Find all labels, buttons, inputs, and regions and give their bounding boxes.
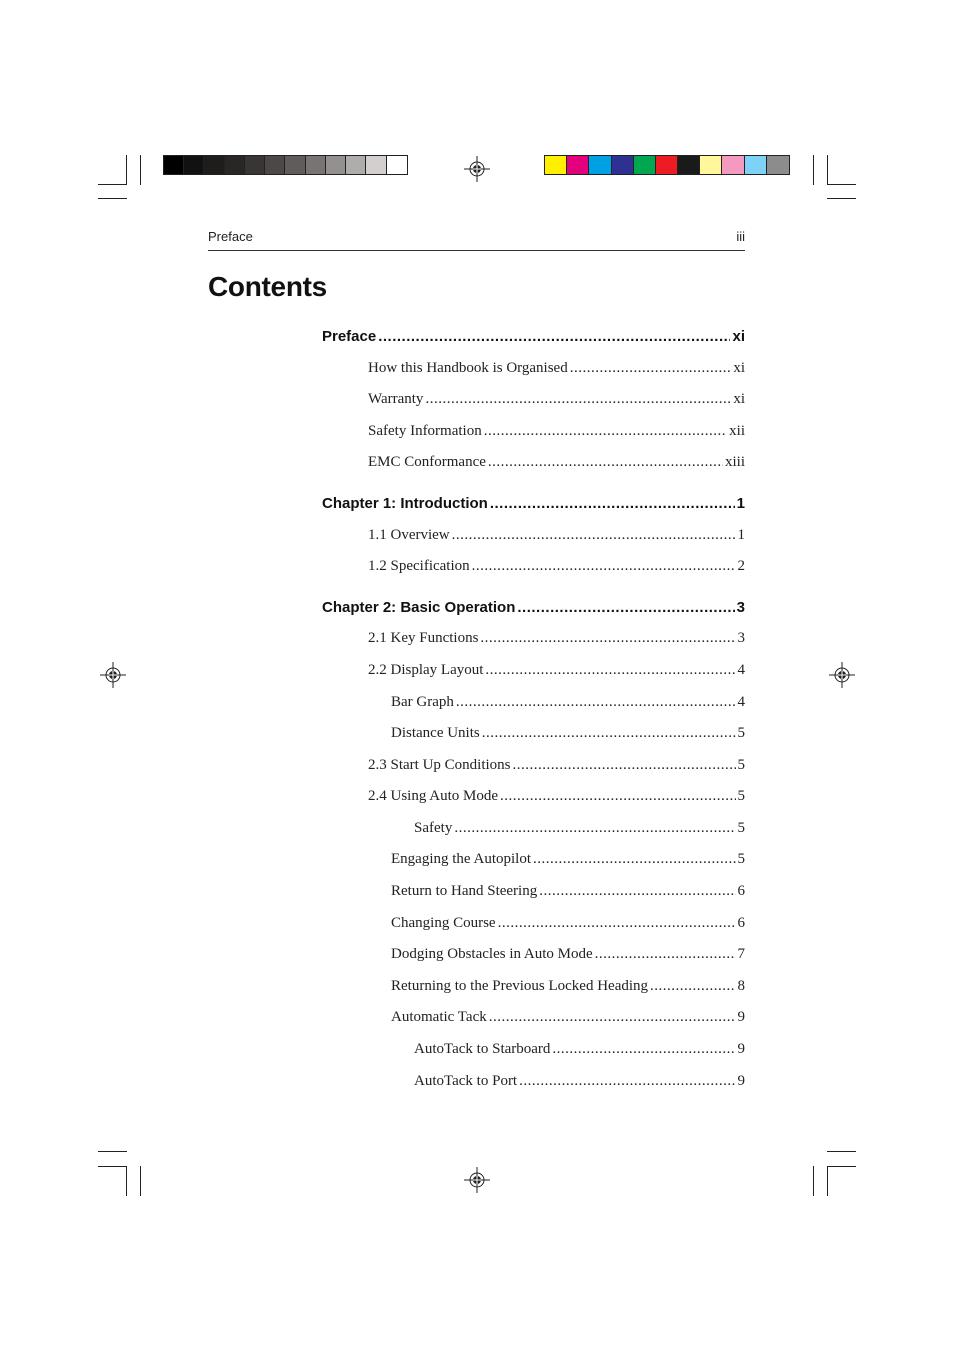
color-swatch xyxy=(164,156,184,174)
toc-entry[interactable] xyxy=(391,978,745,995)
color-swatch xyxy=(285,156,305,174)
toc-dot-leader xyxy=(539,883,735,900)
toc-entry-label: Safety Information xyxy=(368,423,482,439)
toc-entry[interactable] xyxy=(368,558,745,575)
toc-entry-page: 5 xyxy=(737,851,745,867)
toc-dot-leader xyxy=(533,851,736,868)
header-rule xyxy=(208,250,745,251)
color-swatch xyxy=(225,156,245,174)
toc-entry[interactable] xyxy=(368,788,745,805)
toc-entry-label: Return to Hand Steering xyxy=(391,883,538,899)
toc-entry[interactable] xyxy=(414,820,745,837)
toc-dot-leader xyxy=(484,423,727,440)
toc-chapter-entry[interactable] xyxy=(322,599,745,616)
toc-entry[interactable] xyxy=(414,1041,745,1058)
toc-entry-page: 9 xyxy=(737,1073,745,1089)
color-swatch xyxy=(634,156,656,174)
crop-mark xyxy=(813,155,814,185)
toc-dot-leader xyxy=(498,915,736,932)
color-swatch xyxy=(567,156,589,174)
toc-entry-page: 5 xyxy=(737,820,745,836)
color-swatch xyxy=(387,156,407,174)
toc-dot-leader xyxy=(456,694,736,711)
color-swatch xyxy=(612,156,634,174)
toc-entry[interactable] xyxy=(391,694,745,711)
toc-entry-label: Dodging Obstacles in Auto Mode xyxy=(391,946,593,962)
running-head-page-number: iii xyxy=(736,229,745,244)
crop-mark xyxy=(827,198,856,199)
toc-entry-page: 5 xyxy=(737,788,745,804)
color-swatch xyxy=(545,156,567,174)
toc-entry[interactable] xyxy=(391,915,745,932)
toc-dot-leader xyxy=(489,1009,736,1026)
toc-chapter-entry[interactable] xyxy=(322,328,745,345)
toc-entry-label: Bar Graph xyxy=(391,694,454,710)
toc-entry[interactable] xyxy=(414,1073,745,1090)
toc-entry-label: 2.4 Using Auto Mode xyxy=(368,788,499,804)
color-swatch xyxy=(745,156,767,174)
toc-entry[interactable] xyxy=(368,423,745,440)
crop-mark xyxy=(98,198,127,199)
page-title: Contents xyxy=(208,271,327,302)
crop-mark xyxy=(98,184,127,185)
toc-entry-page: xi xyxy=(732,328,745,345)
toc-entry-label: 1.2 Specification xyxy=(368,558,470,574)
toc-dot-leader xyxy=(488,454,723,471)
toc-entry-label: Returning to the Previous Locked Heading xyxy=(391,978,649,994)
toc-dot-leader xyxy=(454,820,735,837)
toc-entry-page: 5 xyxy=(737,757,745,773)
toc-dot-leader xyxy=(552,1041,735,1058)
color-swatch xyxy=(346,156,366,174)
registration-mark-icon xyxy=(100,662,126,688)
toc-entry-label: Chapter 2: Basic Operation xyxy=(322,599,516,616)
toc-entry-page: 5 xyxy=(737,725,745,741)
toc-entry[interactable] xyxy=(391,946,745,963)
toc-entry-label: AutoTack to Port xyxy=(414,1073,518,1089)
toc-dot-leader xyxy=(650,978,735,995)
crop-mark xyxy=(140,155,141,185)
toc-dot-leader xyxy=(595,946,736,963)
toc-dot-leader xyxy=(378,328,730,345)
registration-mark-icon xyxy=(829,662,855,688)
toc-entry-page: 4 xyxy=(737,662,745,678)
toc-entry[interactable] xyxy=(391,725,745,742)
color-swatch xyxy=(678,156,700,174)
toc-entry-page: 9 xyxy=(737,1041,745,1057)
color-swatch xyxy=(722,156,744,174)
toc-dot-leader xyxy=(513,757,736,774)
crop-mark xyxy=(140,1166,141,1196)
color-swatch xyxy=(767,156,789,174)
toc-entry-page: xi xyxy=(733,391,745,407)
crop-mark xyxy=(98,1166,127,1167)
toc-dot-leader xyxy=(517,599,734,616)
toc-entry-label: Warranty xyxy=(368,391,424,407)
toc-chapter-entry[interactable] xyxy=(322,495,745,512)
toc-dot-leader xyxy=(452,527,736,544)
toc-dot-leader xyxy=(485,662,735,679)
toc-entry-page: 1 xyxy=(737,527,745,543)
toc-entry[interactable] xyxy=(391,851,745,868)
toc-entry-label: 1.1 Overview xyxy=(368,527,450,543)
toc-entry-page: 1 xyxy=(736,495,745,512)
running-head-section: Preface xyxy=(208,229,253,244)
registration-mark-icon xyxy=(464,156,490,182)
toc-entry[interactable] xyxy=(368,360,745,377)
color-swatch xyxy=(265,156,285,174)
toc-dot-leader xyxy=(490,495,735,512)
toc-entry-label: Distance Units xyxy=(391,725,480,741)
color-swatch xyxy=(656,156,678,174)
toc-entry-label: How this Handbook is Organised xyxy=(368,360,568,376)
toc-entry-page: 6 xyxy=(737,883,745,899)
color-swatch xyxy=(589,156,611,174)
toc-dot-leader xyxy=(500,788,735,805)
toc-entry-label: 2.1 Key Functions xyxy=(368,630,479,646)
toc-entry-label: 2.2 Display Layout xyxy=(368,662,484,678)
toc-entry-label: Automatic Tack xyxy=(391,1009,487,1025)
crop-mark xyxy=(827,1166,828,1196)
crop-mark xyxy=(827,155,828,185)
toc-dot-leader xyxy=(425,391,731,408)
crop-mark xyxy=(813,1166,814,1196)
toc-entry-label: Changing Course xyxy=(391,915,496,931)
toc-entry-page: 3 xyxy=(736,599,745,616)
toc-entry-page: 2 xyxy=(737,558,745,574)
toc-entry-label: EMC Conformance xyxy=(368,454,486,470)
toc-entry-page: xii xyxy=(729,423,745,439)
toc-entry-page: 6 xyxy=(737,915,745,931)
toc-entry-page: 8 xyxy=(737,978,745,994)
crop-mark xyxy=(98,1151,127,1152)
crop-mark xyxy=(126,155,127,185)
toc-entry-page: 9 xyxy=(737,1009,745,1025)
color-swatch xyxy=(184,156,204,174)
toc-dot-leader xyxy=(480,630,735,647)
toc-entry-page: xi xyxy=(733,360,745,376)
registration-mark-icon xyxy=(464,1167,490,1193)
crop-mark xyxy=(827,1166,856,1167)
toc-dot-leader xyxy=(570,360,732,377)
color-swatch xyxy=(366,156,386,174)
color-calibration-bar xyxy=(544,155,790,175)
grayscale-calibration-bar xyxy=(163,155,408,175)
toc-entry-page: 4 xyxy=(737,694,745,710)
toc-entry-label: 2.3 Start Up Conditions xyxy=(368,757,511,773)
toc-entry[interactable] xyxy=(368,630,745,647)
color-swatch xyxy=(306,156,326,174)
color-swatch xyxy=(245,156,265,174)
toc-entry-page: 7 xyxy=(737,946,745,962)
toc-entry-label: Chapter 1: Introduction xyxy=(322,495,488,512)
toc-entry[interactable] xyxy=(391,1009,745,1026)
crop-mark xyxy=(827,1151,856,1152)
toc-dot-leader xyxy=(482,725,736,742)
toc-dot-leader xyxy=(519,1073,735,1090)
toc-entry-page: 3 xyxy=(737,630,745,646)
toc-entry[interactable] xyxy=(368,527,745,544)
crop-mark xyxy=(126,1166,127,1196)
toc-entry[interactable] xyxy=(368,662,745,679)
toc-dot-leader xyxy=(472,558,736,575)
color-swatch xyxy=(204,156,224,174)
color-swatch xyxy=(700,156,722,174)
toc-entry[interactable] xyxy=(368,391,745,408)
toc-entry-label: Safety xyxy=(414,820,453,836)
toc-entry-label: Engaging the Autopilot xyxy=(391,851,531,867)
color-swatch xyxy=(326,156,346,174)
toc-entry[interactable] xyxy=(368,757,745,774)
toc-entry-page: xiii xyxy=(724,454,745,470)
toc-entry[interactable] xyxy=(368,454,745,471)
crop-mark xyxy=(827,184,856,185)
toc-entry-label: AutoTack to Starboard xyxy=(414,1041,551,1057)
toc-entry[interactable] xyxy=(391,883,745,900)
toc-entry-label: Preface xyxy=(322,328,377,345)
